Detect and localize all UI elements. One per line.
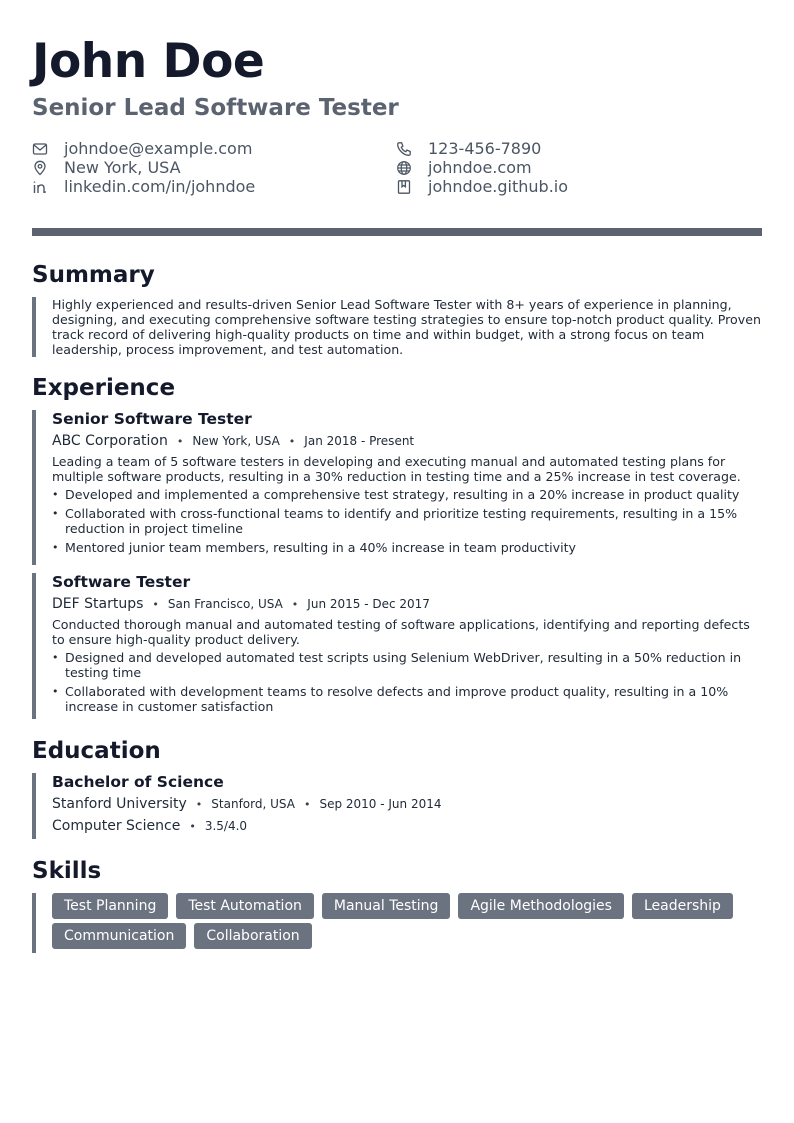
education-gpa: 3.5/4.0 bbox=[204, 819, 248, 833]
separator-dot: • bbox=[195, 798, 203, 811]
skills-heading: Skills bbox=[32, 858, 102, 884]
contact-website[interactable] bbox=[396, 158, 532, 177]
person-name: John Doe bbox=[32, 34, 265, 89]
header-divider bbox=[32, 228, 762, 236]
skill-chip: Manual Testing bbox=[322, 893, 451, 919]
separator-dot: • bbox=[288, 435, 296, 448]
experience-description: Leading a team of 5 software testers in developing and executing manual and automated testing plans for multiple software products, resulting in a 30% reduction in testing time and a 25% increase in test coverage. bbox=[52, 454, 741, 484]
education-field-row bbox=[52, 817, 762, 836]
education-field: Computer Science bbox=[52, 818, 181, 834]
separator-dot: • bbox=[303, 798, 311, 811]
skills-block bbox=[32, 893, 762, 953]
experience-role: Senior Software Tester bbox=[52, 410, 252, 428]
skill-chip: Test Planning bbox=[52, 893, 168, 919]
skills-list bbox=[52, 893, 762, 949]
contact-linkedin[interactable] bbox=[32, 177, 255, 196]
education-location: Stanford, USA bbox=[211, 797, 295, 811]
separator-dot: • bbox=[291, 598, 299, 611]
experience-company: ABC Corporation bbox=[52, 433, 168, 449]
experience-description: Conducted thorough manual and automated testing of software applications, identifying and reporting defects to ensure high-quality product delivery. bbox=[52, 617, 750, 647]
experience-entry bbox=[32, 410, 762, 565]
experience-bullets bbox=[52, 650, 762, 714]
job-title: Senior Lead Software Tester bbox=[32, 95, 399, 121]
experience-bullets bbox=[52, 487, 762, 555]
contact-github[interactable] bbox=[396, 177, 568, 196]
education-meta bbox=[52, 795, 762, 814]
contact-phone[interactable] bbox=[396, 139, 541, 158]
experience-dates: Jan 2018 - Present bbox=[304, 434, 415, 448]
list-item: • Developed and implemented a comprehensive test strategy, resulting in a 20% increase in product quality bbox=[52, 487, 762, 502]
education-heading: Education bbox=[32, 738, 161, 764]
experience-role: Software Tester bbox=[52, 573, 191, 591]
skill-chip: Test Automation bbox=[176, 893, 314, 919]
book-icon bbox=[396, 179, 412, 195]
contact-info bbox=[32, 139, 762, 199]
experience-company: DEF Startups bbox=[52, 596, 144, 612]
education-dates: Sep 2010 - Jun 2014 bbox=[319, 797, 442, 811]
email-text: johndoe@example.com bbox=[64, 139, 253, 158]
skill-chip: Collaboration bbox=[194, 923, 311, 949]
list-item: • Collaborated with development teams to resolve defects and improve product quality, resulting in a 10% increase in customer satisfaction bbox=[52, 684, 762, 714]
location-text: New York, USA bbox=[64, 158, 181, 177]
list-item: • Mentored junior team members, resulting in a 40% increase in team productivity bbox=[52, 540, 762, 555]
skill-chip: Leadership bbox=[632, 893, 733, 919]
github-text: johndoe.github.io bbox=[428, 177, 569, 196]
phone-icon bbox=[396, 141, 412, 157]
contact-location bbox=[32, 158, 181, 177]
summary-text: Highly experienced and results-driven Senior Lead Software Tester with 8+ years of experience in planning, designing, and executing comprehensive software testing strategies to ensure top-notch product quality. Proven track record of delivering high-quality products on time and within budget, with a strong focus on team leadership, process improvement, and test automation. bbox=[52, 297, 761, 357]
contact-email[interactable] bbox=[32, 139, 252, 158]
summary-heading: Summary bbox=[32, 262, 155, 288]
education-entry bbox=[32, 773, 762, 839]
skill-chip: Communication bbox=[52, 923, 186, 949]
experience-meta bbox=[52, 432, 762, 451]
list-item: • Designed and developed automated test scripts using Selenium WebDriver, resulting in a 50% reduction in testing time bbox=[52, 650, 762, 680]
skill-chip: Agile Methodologies bbox=[458, 893, 624, 919]
linkedin-text: linkedin.com/in/johndoe bbox=[64, 177, 256, 196]
education-school: Stanford University bbox=[52, 796, 187, 812]
experience-meta bbox=[52, 595, 762, 614]
globe-icon bbox=[396, 160, 412, 176]
experience-location: New York, USA bbox=[192, 434, 280, 448]
mail-icon bbox=[32, 141, 48, 157]
map-pin-icon bbox=[32, 160, 48, 176]
list-item: • Collaborated with cross-functional teams to identify and prioritize testing requirements, resulting in a 15% reduction in project timeline bbox=[52, 506, 762, 536]
experience-heading: Experience bbox=[32, 375, 176, 401]
separator-dot: • bbox=[152, 598, 159, 611]
summary-block bbox=[32, 297, 762, 357]
experience-entry bbox=[32, 573, 762, 719]
linkedin-icon bbox=[32, 179, 48, 195]
website-text: johndoe.com bbox=[428, 158, 532, 177]
separator-dot: • bbox=[176, 435, 184, 448]
separator-dot: • bbox=[189, 820, 196, 833]
phone-text: 123-456-7890 bbox=[428, 139, 542, 158]
experience-location: San Francisco, USA bbox=[167, 597, 283, 611]
education-degree: Bachelor of Science bbox=[52, 773, 224, 791]
experience-dates: Jun 2015 - Dec 2017 bbox=[307, 597, 430, 611]
